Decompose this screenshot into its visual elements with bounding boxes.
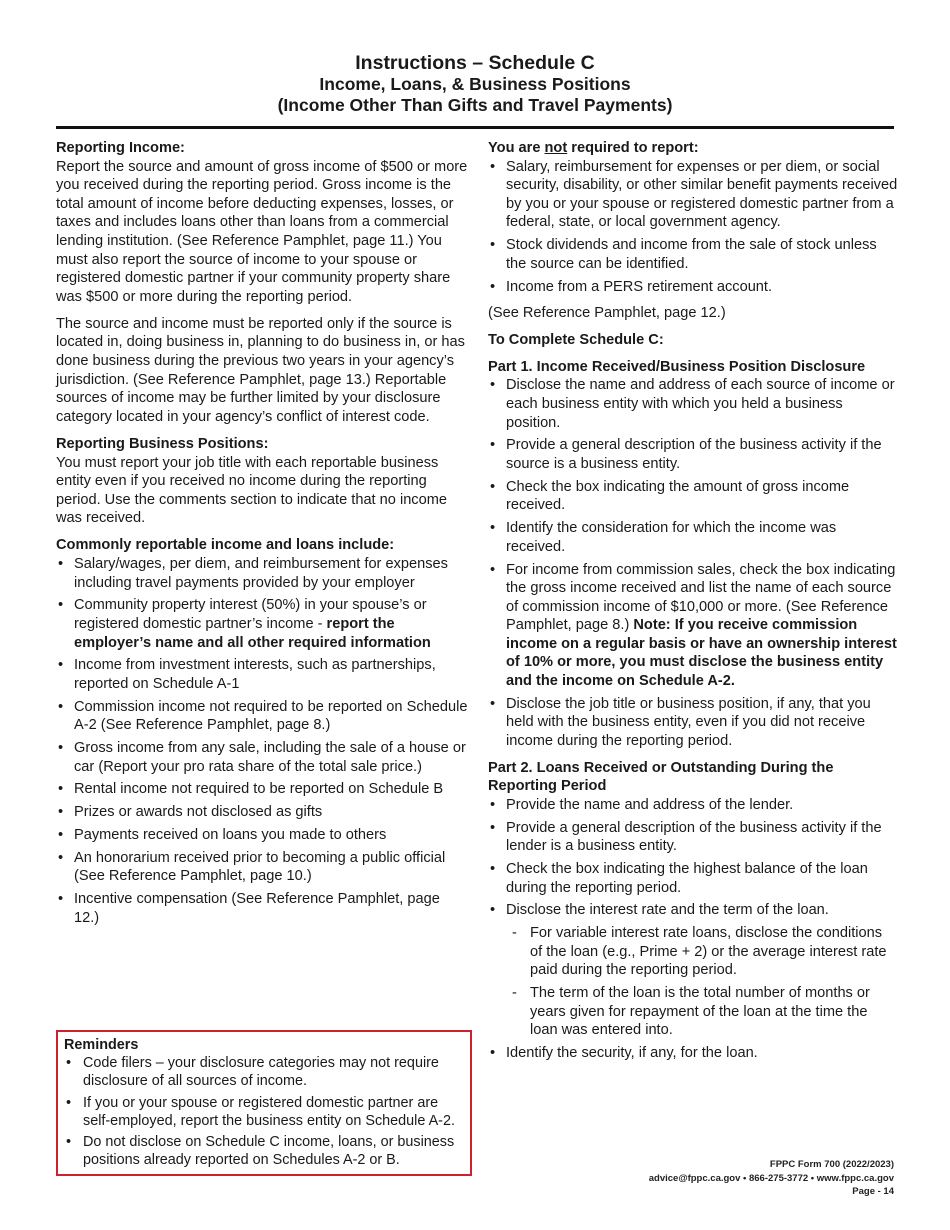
reporting-income-text: Report the source and amount of gross income of $500 or more you received during the reporting period. Gross income is the total amount of income before deducting expenses, losses, or taxes and includes loans other than loans from a commercial lending institution. (See Reference Pamphlet, page 11.) You must also report the source of income to your spouse or registered domestic partner if your community property share was $500 or more during the reporting period. [56, 158, 468, 305]
business-positions-heading: Reporting Business Positions: [56, 435, 269, 452]
list-item: • Code filers – your disclosure categories may not require disclosure of all sources of income. [64, 1054, 464, 1090]
list-item: • Rental income not required to be reported on Schedule B [56, 780, 468, 799]
list-item-text: Disclose the interest rate and the term of the loan. [506, 902, 829, 919]
page-subtitle: Income, Loans, & Business Positions [319, 74, 631, 94]
part1-list [488, 376, 898, 750]
not-required-list [488, 158, 898, 297]
page-number: Page - 14 [852, 1186, 894, 1197]
list-item: • Disclose the job title or business position, if any, that you held with the business entity, even if you did not receive income during the reporting period. [488, 695, 898, 751]
list-item [56, 596, 468, 652]
list-item-text: For income from commission sales, check the box indicating the gross income received and list the name of each source of commission income of $10,000 or more. (See Reference Pamphlet, page 8.) [506, 561, 896, 634]
list-item-text: Community property interest (50%) in your spouse’s or registered domestic partner’s income - [74, 597, 427, 632]
reporting-income-heading: Reporting Income: [56, 140, 185, 156]
list-item-emphasis: Note: If you receive commission income on a regular basis or have an ownership interest of 10% or more, you must disclose the business entity and the income on Schedule A-2. [506, 617, 897, 690]
list-item: • An honorarium received prior to becoming a public official (See Reference Pamphlet, page 10.) [56, 849, 468, 886]
list-item: • Stock dividends and income from the sale of stock unless the source can be identified. [488, 236, 898, 273]
list-item: • Provide a general description of the business activity if the source is a business entity. [488, 436, 898, 473]
list-item: • Income from a PERS retirement account. [488, 278, 898, 297]
list-item: • Check the box indicating the highest balance of the loan during the reporting period. [488, 860, 898, 897]
list-item: • Salary, reimbursement for expenses or per diem, or social security, disability, or other similar benefit payments received by you or your spouse or registered domestic partner from a federal, state, or local government agency. [488, 158, 898, 232]
list-item: • If you or your spouse or registered domestic partner are self-employed, report the business entity on Schedule A-2. [64, 1094, 464, 1130]
form-label: FPPC Form 700 (2022/2023) [769, 1159, 894, 1170]
complete-schedule-heading: To Complete Schedule C: [488, 332, 664, 349]
sublist-item: - For variable interest rate loans, disclose the conditions of the loan (e.g., Prime + 2) or the average interest rate paid during the reporting period. [506, 924, 898, 980]
part2-heading: Part 2. Loans Received or Outstanding During the Reporting Period [488, 759, 834, 795]
reminders-box [56, 1030, 472, 1176]
reminders-heading: Reminders [64, 1037, 139, 1053]
commonly-reportable-list [56, 555, 468, 927]
part1-heading: Part 1. Income Received/Business Position Disclosure [488, 358, 866, 375]
list-item: • Identify the security, if any, for the loan. [488, 1044, 898, 1063]
header-rule [56, 126, 894, 129]
list-item [488, 901, 898, 1039]
part2-list [488, 796, 898, 1063]
list-item [488, 561, 898, 691]
commonly-reportable-heading: Commonly reportable income and loans include: [56, 537, 395, 554]
list-item-emphasis: report the employer’s name and all other required information [74, 615, 431, 651]
list-item: • Incentive compensation (See Reference Pamphlet, page 12.) [56, 890, 468, 927]
list-item: • Disclose the name and address of each source of income or each business entity with which you held a business position. [488, 376, 898, 432]
list-item: • Check the box indicating the amount of gross income received. [488, 478, 898, 515]
part2-sublist [506, 924, 898, 1040]
heading-underlined: not [544, 140, 568, 156]
sublist-item: - The term of the loan is the total number of months or years given for repayment of the loan at the time the loan was entered into. [506, 984, 898, 1040]
list-item: • Prizes or awards not disclosed as gifts [56, 803, 468, 822]
heading-part: required to report: [567, 140, 699, 156]
not-required-heading [488, 139, 898, 158]
list-item: • Salary/wages, per diem, and reimbursement for expenses including travel payments provided by your employer [56, 555, 468, 592]
list-item: • Provide a general description of the business activity if the lender is a business entity. [488, 819, 898, 856]
contact-info: advice@fppc.ca.gov • 866-275-3772 • www.fppc.ca.gov [648, 1172, 894, 1184]
reminders-list [64, 1054, 464, 1169]
page-title: Instructions – Schedule C [355, 52, 595, 74]
business-positions-text: You must report your job title with each reportable business entity even if you received no income during the reporting period. Use the comments section to indicate that no income was received. [56, 454, 447, 527]
not-required-reference: (See Reference Pamphlet, page 12.) [488, 305, 726, 322]
right-column [488, 139, 898, 1070]
list-item: • Provide the name and address of the lender. [488, 796, 898, 815]
page-footer [649, 1158, 894, 1199]
heading-part: You are [488, 140, 545, 156]
page-header [56, 52, 894, 116]
list-item: • Income from investment interests, such as partnerships, reported on Schedule A-1 [56, 656, 468, 693]
list-item: • Do not disclose on Schedule C income, loans, or business positions already reported on Schedules A-2 or B. [64, 1133, 464, 1169]
list-item: • Payments received on loans you made to others [56, 826, 468, 845]
page-subtitle-2: (Income Other Than Gifts and Travel Payments) [277, 95, 673, 115]
left-column [56, 139, 468, 935]
list-item: • Commission income not required to be reported on Schedule A-2 (See Reference Pamphlet, page 8.) [56, 698, 468, 735]
list-item: • Gross income from any sale, including the sale of a house or car (Report your pro rata share of the total sale price.) [56, 739, 468, 776]
list-item: • Identify the consideration for which the income was received. [488, 519, 898, 556]
reporting-income-text-2: The source and income must be reported only if the source is located in, doing business in, planning to do business in, or has done business during the previous two years in your agency’s jurisdiction. (See Reference Pamphlet, page 13.) Reportable sources of income may be further limited by your disclosure category located in your agency’s conflict of interest code. [56, 315, 465, 425]
